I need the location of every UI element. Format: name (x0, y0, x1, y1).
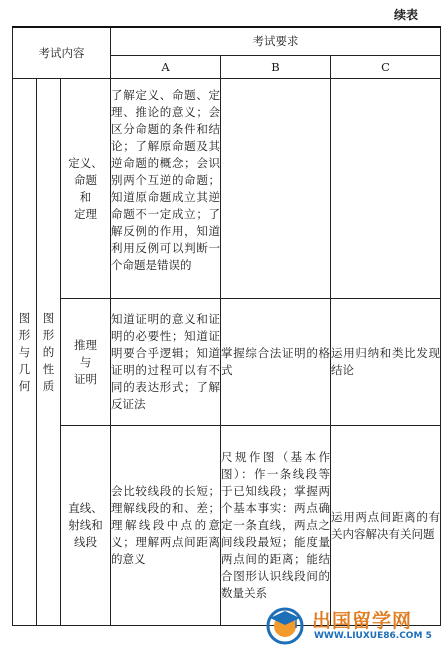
header-exam-requirements: 考试要求 (111, 27, 441, 56)
domain-char: 何 (18, 378, 31, 393)
req-a-text: 会比较线段的长短；理解线段的和、差；理解线段中点的意义；理解两点间距离的意义 (111, 484, 221, 566)
graduation-globe-icon (264, 604, 306, 646)
topic-definitions-cell (61, 79, 111, 299)
header-col-a: A (111, 56, 221, 79)
header-exam-content: 考试内容 (13, 27, 111, 79)
topic-line: 与 (79, 354, 92, 369)
topic-line: 和 (79, 189, 92, 204)
subdomain-char: 的 (42, 344, 55, 359)
header-col-b: B (221, 56, 331, 79)
row2-req-a (111, 299, 221, 426)
row3-req-b (221, 426, 331, 626)
table-row (13, 426, 441, 626)
row3-req-a (111, 426, 221, 626)
domain-char: 图 (18, 310, 31, 325)
row2-req-c (331, 299, 441, 426)
subdomain-char: 性 (42, 361, 55, 376)
req-a-text: 了解定义、命题、定理、推论的意义；会区分命题的条件和结论；了解原命题及其逆命题的概念；会识别两个互逆的命题；知道原命题成立其逆命题不一定成立；了解反例的作用，知道利用反例可以判断一个命题是错误的 (111, 88, 221, 272)
req-a-text: 知道证明的意义和证明的必要性；知道证明要合乎逻辑；知道证明的过程可以有不同的表达形式；了解反证法 (111, 312, 221, 411)
topic-line: 直线、 (68, 501, 103, 515)
topic-line: 定义、 (68, 155, 103, 170)
req-b-text: 掌握综合法证明的格式 (221, 346, 331, 377)
subdomain-char: 质 (42, 378, 55, 393)
req-b-text: 尺规作图（基本作图）：作一条线段等于已知线段；掌握两个基本事实：两点确定一条直线，两点之间线段最短；能度量两点间的距离；能结合图形认识线段间的数量关系 (221, 450, 331, 600)
domain-geometry-cell (13, 79, 37, 626)
row3-req-c (331, 426, 441, 626)
topic-line: 线段 (74, 535, 98, 549)
row1-req-b (221, 79, 331, 299)
header-row-1 (13, 27, 441, 56)
subdomain-char: 形 (42, 327, 55, 342)
subdomain-char: 图 (42, 310, 55, 325)
row1-req-a (111, 79, 221, 299)
topic-line: 推理 (74, 337, 98, 352)
watermark-url-text: WWW.LIUXUE86.COM (314, 631, 423, 641)
req-c-text: 运用两点间距离的有关内容解决有关问题 (331, 509, 441, 541)
header-col-c: C (331, 56, 441, 79)
watermark-url (314, 631, 432, 641)
subdomain-properties-cell (37, 79, 61, 626)
page-number: 5 (425, 631, 432, 641)
row2-req-b (221, 299, 331, 426)
domain-char: 形 (18, 327, 31, 342)
topic-line: 定理 (74, 206, 98, 221)
domain-char: 几 (18, 361, 31, 376)
req-c-text: 运用归纳和类比发现结论 (331, 346, 441, 377)
watermark-site-name: 出国留学网 (312, 610, 413, 632)
page-header-continued: 续表 (393, 8, 418, 22)
topic-line: 射线和 (68, 518, 103, 532)
topic-line: 命题 (74, 172, 98, 187)
table-row (13, 299, 441, 426)
exam-table-container (12, 26, 440, 626)
topic-line: 证明 (74, 371, 98, 386)
topic-reasoning-cell (61, 299, 111, 426)
row1-req-c (331, 79, 441, 299)
topic-lines-cell (61, 426, 111, 626)
site-watermark (264, 604, 444, 648)
domain-char: 与 (18, 344, 31, 359)
table-row (13, 79, 441, 299)
exam-requirements-table (12, 26, 441, 626)
